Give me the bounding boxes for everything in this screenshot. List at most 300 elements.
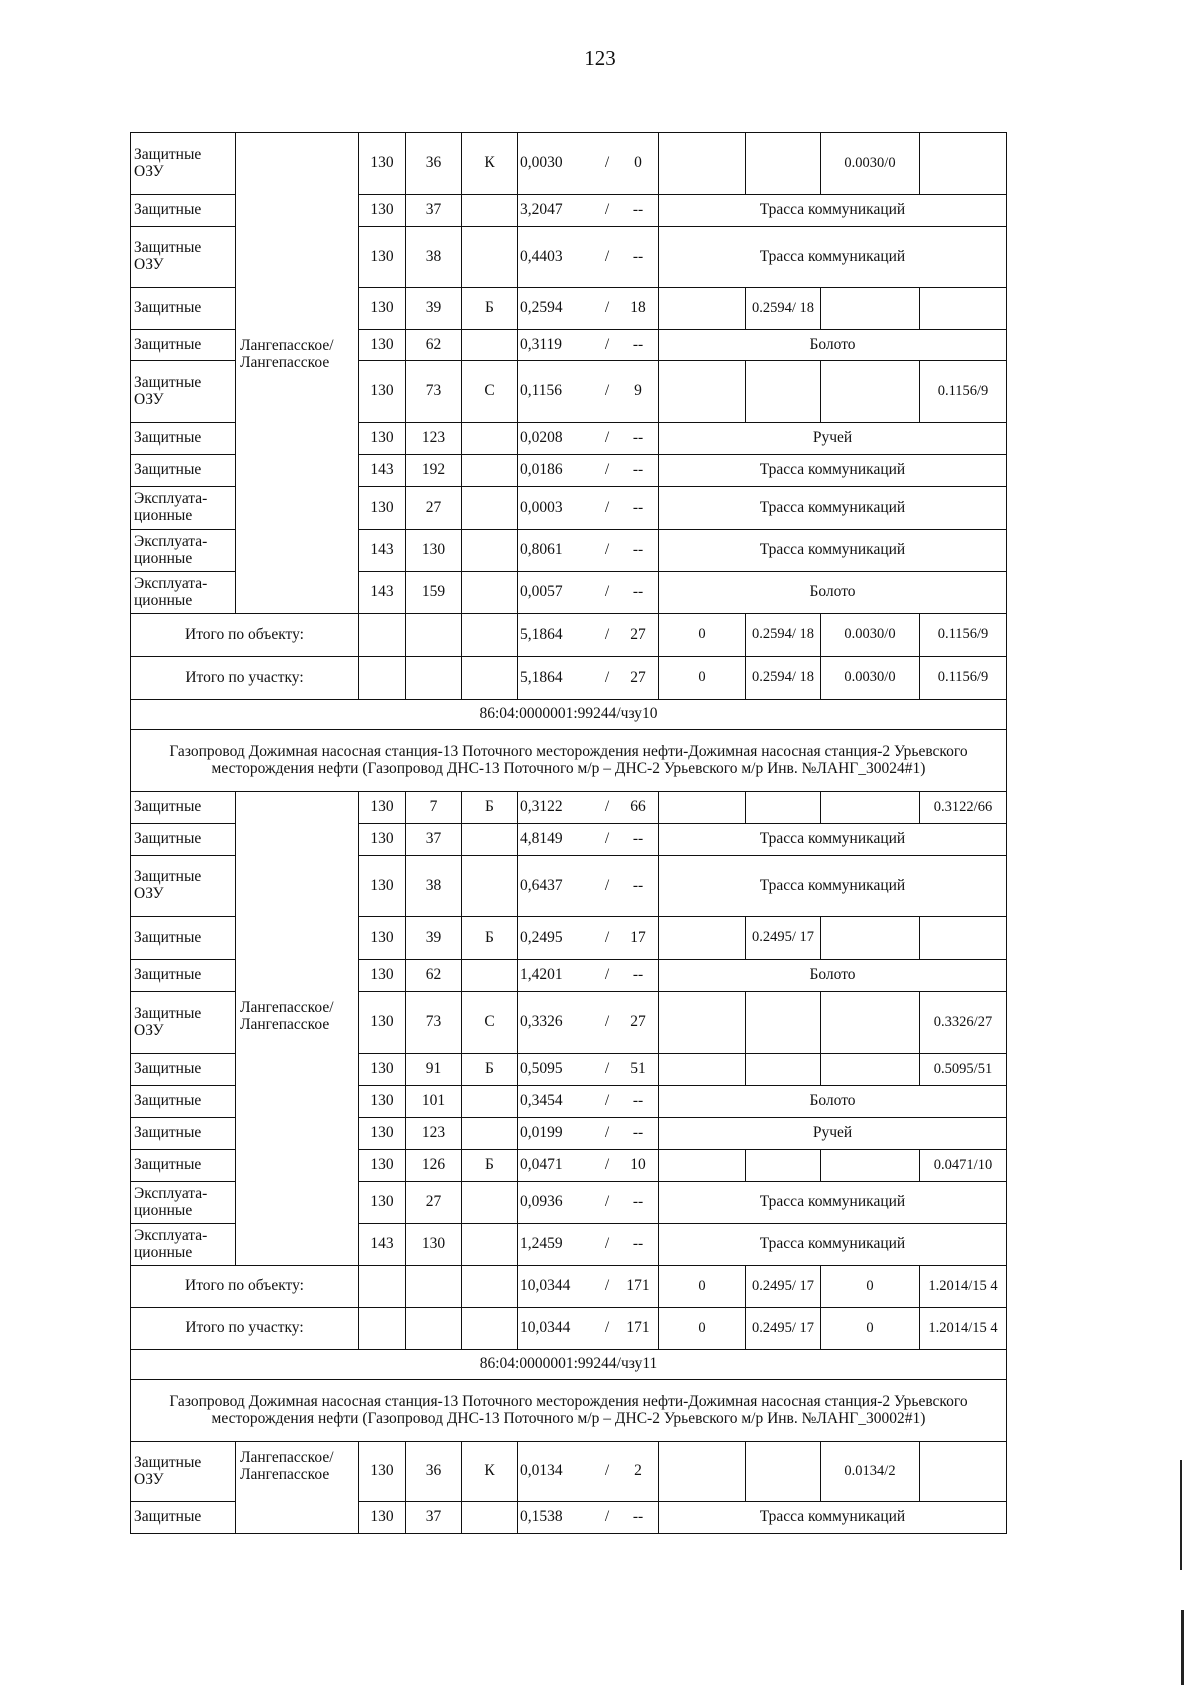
area-value: 0,6437 [520,876,563,894]
category-cell: Эксплуата-ционные [131,1224,236,1266]
value-cell-2 [746,1150,821,1182]
land-note-cell: Трасса коммуникаций [659,487,1007,530]
empty-cell [406,1308,462,1350]
quarter-cell: 130 [359,227,406,288]
forestry-name: Лангепасское/ Лангепасское [240,1449,334,1483]
empty-cell [359,614,406,657]
area-cell [518,133,659,195]
area-value: 0,0199 [520,1124,563,1142]
category-letter-cell: К [462,133,518,195]
empty-cell [359,1266,406,1308]
land-note-cell: Ручей [659,1118,1007,1150]
land-note-cell: Трасса коммуникаций [659,824,1007,856]
category-letter-cell [462,824,518,856]
area-value: 0,0134 [520,1462,563,1480]
total-label: Итого по объекту: [131,1266,359,1308]
category-cell: Защитные [131,1086,236,1118]
category-cell: Защитные [131,195,236,227]
empty-cell [359,657,406,700]
quarter-cell: 130 [359,960,406,992]
land-note-cell: Болото [659,960,1007,992]
area-value: 5,1864 [520,668,563,686]
area-value: 0,1156 [520,382,563,400]
stock-value: 171 [626,1319,650,1337]
category-cell: Защитные [131,423,236,455]
quarter-cell: 130 [359,1086,406,1118]
value-cell-2 [746,361,821,423]
slash-separator: / [604,299,610,317]
value-cell-3: 0.0134/2 [821,1442,920,1502]
category-letter-cell [462,195,518,227]
value-cell-1 [659,792,746,824]
total-value-1: 0 [659,614,746,657]
quarter-cell: 130 [359,824,406,856]
area-value: 3,2047 [520,201,563,219]
slash-separator: / [604,1508,610,1526]
category-letter-cell [462,1182,518,1224]
allotment-cell: 62 [406,960,462,992]
stock-value: -- [632,201,644,219]
value-cell-4: 0.5095/51 [920,1054,1007,1086]
stock-value: -- [632,876,644,894]
slash-separator: / [604,1124,610,1142]
slash-separator: / [604,498,610,516]
total-label: Итого по объекту: [131,614,359,657]
value-cell-1 [659,992,746,1054]
area-cell [518,288,659,330]
value-cell-4: 0.1156/9 [920,361,1007,423]
total-row [131,614,1007,657]
quarter-cell: 130 [359,423,406,455]
slash-separator: / [604,966,610,984]
category-letter-cell [462,423,518,455]
quarter-cell: 143 [359,572,406,614]
stock-value: -- [632,335,644,353]
quarter-cell: 130 [359,487,406,530]
value-cell-2: 0.2495/ 17 [746,917,821,960]
total-value-3: 0 [821,1308,920,1350]
value-cell-4 [920,288,1007,330]
allotment-cell: 62 [406,330,462,361]
value-cell-3: 0.0030/0 [821,133,920,195]
category-letter-cell: Б [462,917,518,960]
category-cell: Защитные [131,288,236,330]
quarter-cell: 130 [359,1150,406,1182]
allotment-cell: 38 [406,856,462,917]
value-cell-3 [821,361,920,423]
category-letter-cell [462,1118,518,1150]
area-cell [518,195,659,227]
stock-value: 0 [634,154,642,172]
category-letter-cell [462,1224,518,1266]
stock-value: 2 [634,1462,642,1480]
area-value: 0,0208 [520,429,563,447]
value-cell-2 [746,792,821,824]
slash-separator: / [604,461,610,479]
area-value: 1,4201 [520,966,563,984]
area-cell [518,1266,659,1308]
area-value: 0,3119 [520,335,563,353]
total-value-4: 1.2014/15 4 [920,1266,1007,1308]
quarter-cell: 143 [359,1224,406,1266]
land-note-cell: Трасса коммуникаций [659,856,1007,917]
area-cell [518,1224,659,1266]
area-value: 0,0186 [520,461,563,479]
value-cell-4: 0.3326/27 [920,992,1007,1054]
allotment-cell: 91 [406,1054,462,1086]
category-letter-cell: Б [462,1054,518,1086]
total-row [131,1266,1007,1308]
stock-value: 18 [630,299,646,317]
area-value: 0,3454 [520,1092,563,1110]
stock-value: -- [632,1193,644,1211]
value-cell-3 [821,792,920,824]
area-value: 0,0936 [520,1193,563,1211]
allotment-cell: 130 [406,530,462,572]
category-cell: Защитные [131,824,236,856]
slash-separator: / [604,247,610,265]
slash-separator: / [604,876,610,894]
section-title: Газопровод Дожимная насосная станция-13 Поточного месторождения нефти-Дожимная насосная станция-2 Урьевского месторождения нефти (Газопровод ДНС-13 Поточного м/р – ДНС-2 Урьевского м/р Инв. №ЛАНГ_30024#1) [131,730,1007,792]
area-value: 0,0057 [520,583,563,601]
area-cell [518,1502,659,1534]
area-value: 0,0471 [520,1156,563,1174]
value-cell-4: 0.0471/10 [920,1150,1007,1182]
stock-value: -- [632,498,644,516]
slash-separator: / [604,541,610,559]
category-cell: Защитные ОЗУ [131,1442,236,1502]
stock-value: 27 [630,668,646,686]
page-number: 123 [584,46,616,70]
stock-value: 10 [630,1156,646,1174]
area-cell [518,1054,659,1086]
area-value: 0,5095 [520,1060,563,1078]
value-cell-1 [659,917,746,960]
slash-separator: / [604,583,610,601]
stock-value: 27 [630,1013,646,1031]
total-value-1: 0 [659,1266,746,1308]
slash-separator: / [604,1060,610,1078]
category-letter-cell [462,1502,518,1534]
area-value: 0,2495 [520,928,563,946]
value-cell-4 [920,133,1007,195]
value-cell-1 [659,1442,746,1502]
area-value: 0,1538 [520,1508,563,1526]
total-value-4: 0.1156/9 [920,614,1007,657]
area-cell [518,423,659,455]
stock-value: -- [632,461,644,479]
value-cell-1 [659,1150,746,1182]
category-letter-cell [462,572,518,614]
total-value-2: 0.2495/ 17 [746,1266,821,1308]
area-value: 0,4403 [520,247,563,265]
category-cell: Защитные [131,1150,236,1182]
value-cell-4: 0.3122/66 [920,792,1007,824]
land-note-cell: Ручей [659,423,1007,455]
stock-value: -- [632,429,644,447]
area-cell [518,917,659,960]
allotment-cell: 130 [406,1224,462,1266]
land-note-cell: Болото [659,1086,1007,1118]
total-row [131,657,1007,700]
slash-separator: / [604,1277,610,1295]
allotment-cell: 27 [406,487,462,530]
area-value: 4,8149 [520,830,563,848]
area-cell [518,455,659,487]
table-row [131,1442,1007,1502]
land-note-cell: Болото [659,330,1007,361]
empty-cell [462,657,518,700]
category-cell: Защитные ОЗУ [131,133,236,195]
allotment-cell: 37 [406,824,462,856]
stock-value: -- [632,247,644,265]
category-letter-cell [462,1086,518,1118]
stock-value: 17 [630,928,646,946]
category-letter-cell [462,487,518,530]
stock-value: -- [632,1508,644,1526]
value-cell-3 [821,992,920,1054]
section-code: 86:04:0000001:99244/чзу11 [131,1350,1007,1380]
land-note-cell: Болото [659,572,1007,614]
forest-plots-table [130,132,1007,1534]
area-cell [518,227,659,288]
stock-value: 51 [630,1060,646,1078]
quarter-cell: 130 [359,330,406,361]
area-cell [518,572,659,614]
quarter-cell: 130 [359,992,406,1054]
category-cell: Защитные [131,792,236,824]
area-cell [518,856,659,917]
value-cell-3 [821,1054,920,1086]
category-cell: Эксплуата-ционные [131,1182,236,1224]
area-cell [518,960,659,992]
category-letter-cell [462,856,518,917]
total-value-2: 0.2594/ 18 [746,614,821,657]
section-title-row [131,1380,1007,1442]
category-cell: Эксплуата-ционные [131,530,236,572]
stock-value: -- [632,830,644,848]
category-letter-cell [462,227,518,288]
slash-separator: / [604,1319,610,1337]
area-value: 10,0344 [520,1319,571,1337]
total-value-4: 0.1156/9 [920,657,1007,700]
section-title: Газопровод Дожимная насосная станция-13 Поточного месторождения нефти-Дожимная насосная станция-2 Урьевского месторождения нефти (Газопровод ДНС-13 Поточного м/р – ДНС-2 Урьевского м/р Инв. №ЛАНГ_30002#1) [131,1380,1007,1442]
category-cell: Эксплуата-ционные [131,487,236,530]
value-cell-1 [659,133,746,195]
section-code-row [131,700,1007,730]
stock-value: -- [632,966,644,984]
total-label: Итого по участку: [131,1308,359,1350]
area-cell [518,361,659,423]
empty-cell [462,614,518,657]
stock-value: -- [632,1124,644,1142]
slash-separator: / [604,1193,610,1211]
land-note-cell: Трасса коммуникаций [659,530,1007,572]
quarter-cell: 130 [359,1502,406,1534]
section-title-row [131,730,1007,792]
stock-value: 171 [626,1277,650,1295]
area-cell [518,487,659,530]
total-value-1: 0 [659,1308,746,1350]
stock-value: 66 [630,798,646,816]
forestry-cell [236,1442,359,1534]
quarter-cell: 130 [359,133,406,195]
category-cell: Защитные [131,1502,236,1534]
category-cell: Защитные [131,1054,236,1086]
table-row [131,792,1007,824]
slash-separator: / [604,335,610,353]
forestry-name: Лангепасское/ Лангепасское [240,999,334,1033]
area-cell [518,1086,659,1118]
category-cell: Защитные [131,960,236,992]
stock-value: 9 [634,382,642,400]
quarter-cell: 130 [359,288,406,330]
area-cell [518,1150,659,1182]
slash-separator: / [604,928,610,946]
category-cell: Защитные ОЗУ [131,361,236,423]
area-cell [518,657,659,700]
value-cell-2 [746,992,821,1054]
slash-separator: / [604,1235,610,1253]
allotment-cell: 37 [406,1502,462,1534]
category-letter-cell [462,330,518,361]
land-note-cell: Трасса коммуникаций [659,455,1007,487]
empty-cell [462,1266,518,1308]
stock-value: -- [632,1092,644,1110]
empty-cell [406,614,462,657]
area-cell [518,330,659,361]
total-value-3: 0.0030/0 [821,614,920,657]
quarter-cell: 130 [359,856,406,917]
value-cell-4 [920,1442,1007,1502]
quarter-cell: 130 [359,1054,406,1086]
allotment-cell: 39 [406,288,462,330]
category-cell: Защитные [131,917,236,960]
total-value-3: 0 [821,1266,920,1308]
category-cell: Защитные ОЗУ [131,992,236,1054]
allotment-cell: 159 [406,572,462,614]
area-value: 0,2594 [520,299,563,317]
value-cell-1 [659,288,746,330]
total-value-1: 0 [659,657,746,700]
allotment-cell: 36 [406,1442,462,1502]
category-letter-cell [462,530,518,572]
section-code: 86:04:0000001:99244/чзу10 [131,700,1007,730]
slash-separator: / [604,201,610,219]
allotment-cell: 126 [406,1150,462,1182]
allotment-cell: 37 [406,195,462,227]
category-cell: Защитные [131,455,236,487]
scan-edge-mark [1180,1460,1182,1570]
value-cell-1 [659,1054,746,1086]
empty-cell [406,1266,462,1308]
allotment-cell: 73 [406,361,462,423]
category-letter-cell: К [462,1442,518,1502]
value-cell-2 [746,133,821,195]
slash-separator: / [604,830,610,848]
area-cell [518,992,659,1054]
area-cell [518,1442,659,1502]
area-cell [518,1308,659,1350]
area-value: 0,0003 [520,498,563,516]
quarter-cell: 130 [359,792,406,824]
empty-cell [406,657,462,700]
category-cell: Защитные ОЗУ [131,856,236,917]
area-cell [518,792,659,824]
allotment-cell: 7 [406,792,462,824]
land-note-cell: Трасса коммуникаций [659,1224,1007,1266]
total-value-4: 1.2014/15 4 [920,1308,1007,1350]
total-value-2: 0.2495/ 17 [746,1308,821,1350]
stock-value: -- [632,583,644,601]
value-cell-3 [821,1150,920,1182]
allotment-cell: 36 [406,133,462,195]
slash-separator: / [604,1156,610,1174]
area-cell [518,530,659,572]
area-value: 0,8061 [520,541,563,559]
total-value-3: 0.0030/0 [821,657,920,700]
area-value: 0,3326 [520,1013,563,1031]
value-cell-4 [920,917,1007,960]
category-letter-cell [462,960,518,992]
forestry-cell [236,792,359,1266]
land-note-cell: Трасса коммуникаций [659,195,1007,227]
land-note-cell: Трасса коммуникаций [659,1502,1007,1534]
slash-separator: / [604,668,610,686]
allotment-cell: 123 [406,1118,462,1150]
category-letter-cell: С [462,361,518,423]
area-value: 10,0344 [520,1277,571,1295]
category-letter-cell: С [462,992,518,1054]
stock-value: 27 [630,625,646,643]
area-cell [518,1118,659,1150]
quarter-cell: 130 [359,1182,406,1224]
quarter-cell: 130 [359,1118,406,1150]
slash-separator: / [604,798,610,816]
quarter-cell: 143 [359,530,406,572]
slash-separator: / [604,1462,610,1480]
slash-separator: / [604,429,610,447]
area-value: 0,3122 [520,798,563,816]
quarter-cell: 130 [359,195,406,227]
forestry-name: Лангепасское/ Лангепасское [240,337,334,371]
allotment-cell: 101 [406,1086,462,1118]
category-cell: Защитные [131,330,236,361]
area-cell [518,824,659,856]
allotment-cell: 27 [406,1182,462,1224]
scan-edge-mark [1181,1610,1184,1685]
area-cell [518,1182,659,1224]
category-letter-cell [462,455,518,487]
area-cell [518,614,659,657]
area-value: 0,0030 [520,154,563,172]
slash-separator: / [604,382,610,400]
stock-value: -- [632,1235,644,1253]
table-row [131,133,1007,195]
forestry-cell [236,133,359,614]
value-cell-1 [659,361,746,423]
allotment-cell: 38 [406,227,462,288]
slash-separator: / [604,1092,610,1110]
value-cell-3 [821,288,920,330]
total-value-2: 0.2594/ 18 [746,657,821,700]
quarter-cell: 130 [359,1442,406,1502]
section-code-row [131,1350,1007,1380]
slash-separator: / [604,154,610,172]
value-cell-2: 0.2594/ 18 [746,288,821,330]
category-cell: Эксплуата-ционные [131,572,236,614]
value-cell-2 [746,1442,821,1502]
